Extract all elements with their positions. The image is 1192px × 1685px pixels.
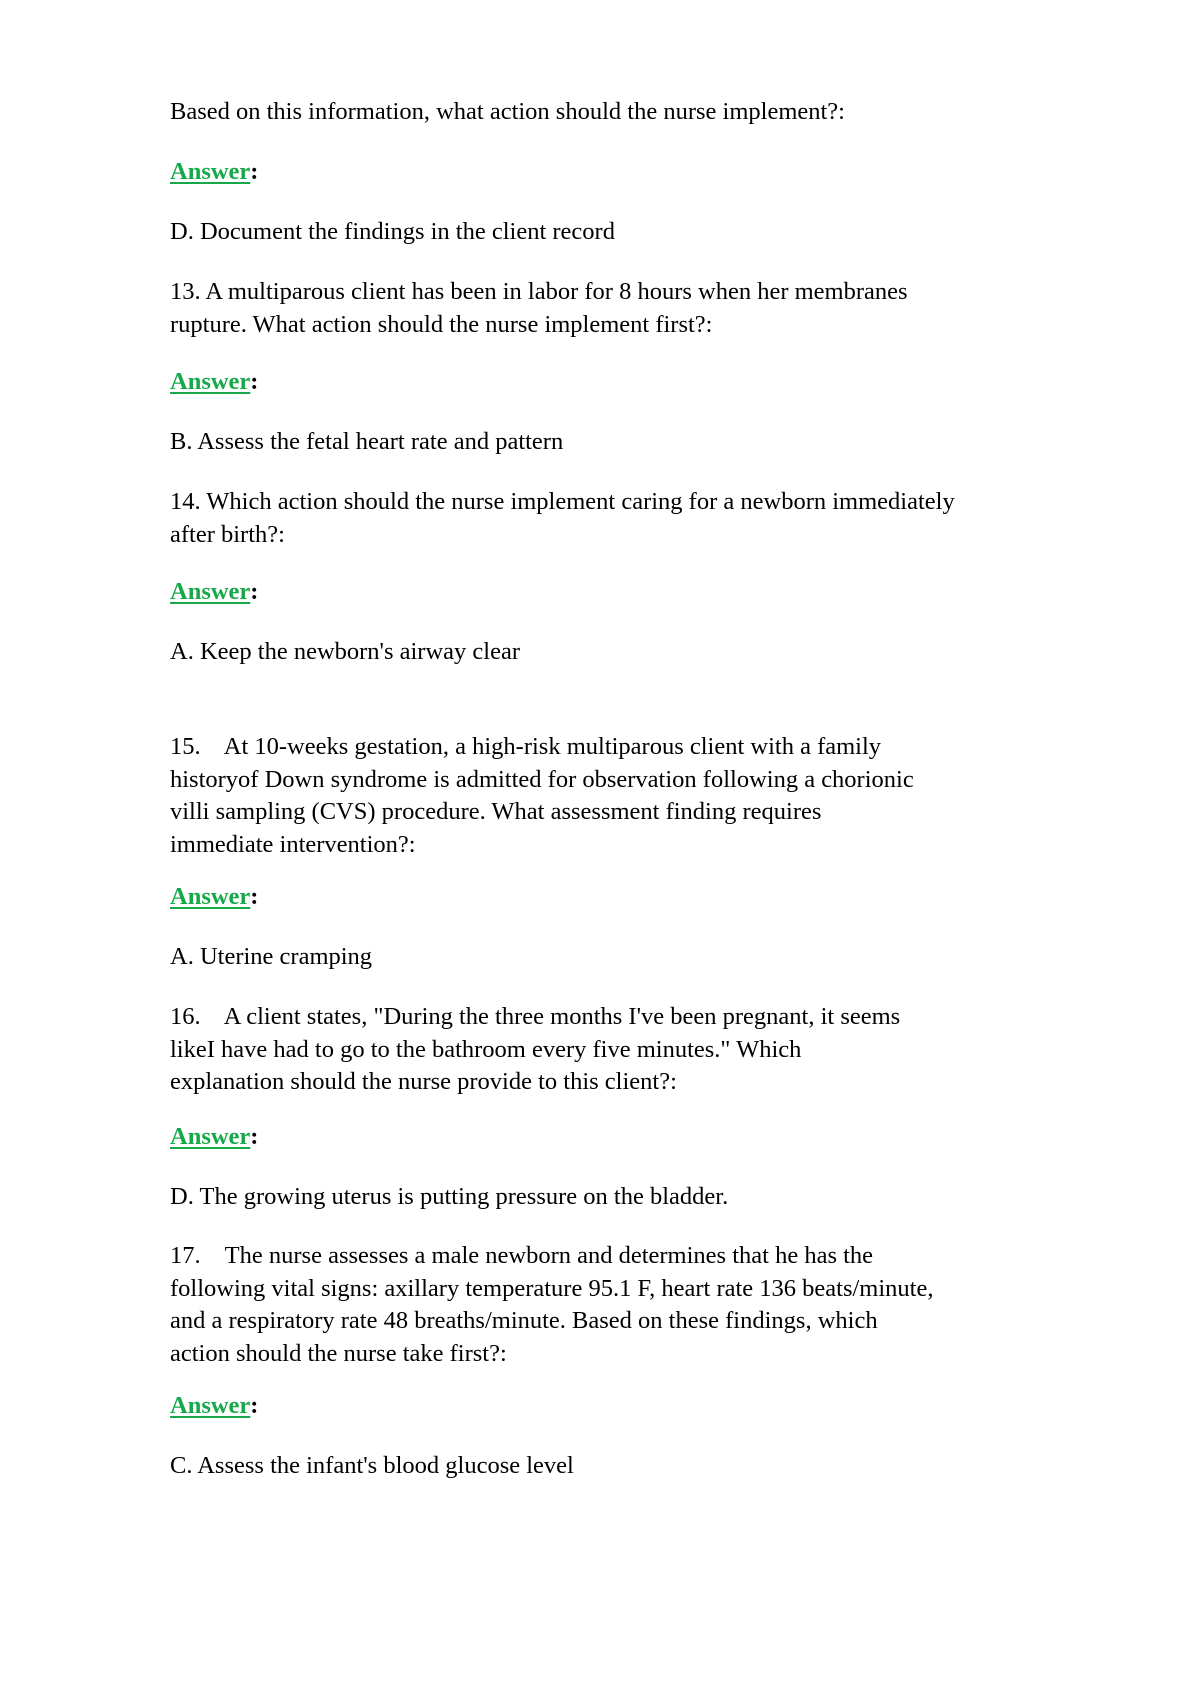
question-line: action should the nurse take first?:	[170, 1339, 507, 1367]
answer-colon: :	[250, 1392, 259, 1419]
answer-text: D. Document the findings in the client record	[170, 218, 615, 245]
answer-label: Answer	[170, 1123, 251, 1150]
question-line: following vital signs: axillary temperature 95.1 F, heart rate 136 beats/minute,	[170, 1274, 934, 1302]
question-17	[170, 1240, 1070, 1370]
question-line: likeI have had to go to the bathroom every five minutes." Which	[170, 1035, 802, 1063]
answer-text: A. Uterine cramping	[170, 943, 373, 970]
question-line: 15. At 10-weeks gestation, a high-risk multiparous client with a family	[170, 733, 882, 760]
answer-colon: :	[250, 578, 259, 605]
question-line: 17. The nurse assesses a male newborn and determines that he has the	[170, 1242, 874, 1269]
question-13	[170, 276, 1070, 341]
question-line: rupture. What action should the nurse implement first?:	[170, 310, 713, 338]
question-line: 14. Which action should the nurse implement caring for a newborn immediately	[170, 488, 955, 515]
answer-colon: :	[250, 1123, 259, 1150]
answer-heading	[170, 1121, 1070, 1154]
answer-label: Answer	[170, 368, 251, 395]
answer-heading	[170, 1390, 1070, 1423]
question-line: 13. A multiparous client has been in labor for 8 hours when her membranes	[170, 278, 908, 305]
answer-colon: :	[250, 368, 259, 395]
answer-text: B. Assess the fetal heart rate and pattern	[170, 428, 564, 455]
question-16	[170, 1001, 1070, 1099]
question-line: historyof Down syndrome is admitted for observation following a chorionic	[170, 765, 914, 793]
answer-text: D. The growing uterus is putting pressure on the bladder.	[170, 1183, 729, 1210]
answer-colon: :	[250, 158, 259, 185]
question-line: 16. A client states, "During the three months I've been pregnant, it seems	[170, 1003, 901, 1030]
answer-heading	[170, 156, 1070, 189]
answer-label: Answer	[170, 578, 251, 605]
question-line: explanation should the nurse provide to this client?:	[170, 1068, 677, 1095]
question-14	[170, 486, 1070, 551]
question-line: Based on this information, what action should the nurse implement?:	[170, 98, 845, 125]
document-page	[170, 0, 1070, 1685]
question-15	[170, 731, 1070, 861]
answer-heading	[170, 881, 1070, 914]
question-line: immediate intervention?:	[170, 830, 416, 858]
answer-label: Answer	[170, 1392, 251, 1419]
question-line: villi sampling (CVS) procedure. What assessment finding requires	[170, 798, 822, 825]
answer-label: Answer	[170, 158, 251, 185]
answer-text: C. Assess the infant's blood glucose level	[170, 1452, 574, 1479]
question-line: after birth?:	[170, 520, 285, 548]
answer-colon: :	[250, 883, 259, 910]
answer-text: A. Keep the newborn's airway clear	[170, 638, 520, 665]
question-line: and a respiratory rate 48 breaths/minute. Based on these findings, which	[170, 1307, 878, 1334]
question-12-tail	[170, 96, 1070, 129]
answer-label: Answer	[170, 883, 251, 910]
answer-heading	[170, 576, 1070, 609]
answer-heading	[170, 366, 1070, 399]
